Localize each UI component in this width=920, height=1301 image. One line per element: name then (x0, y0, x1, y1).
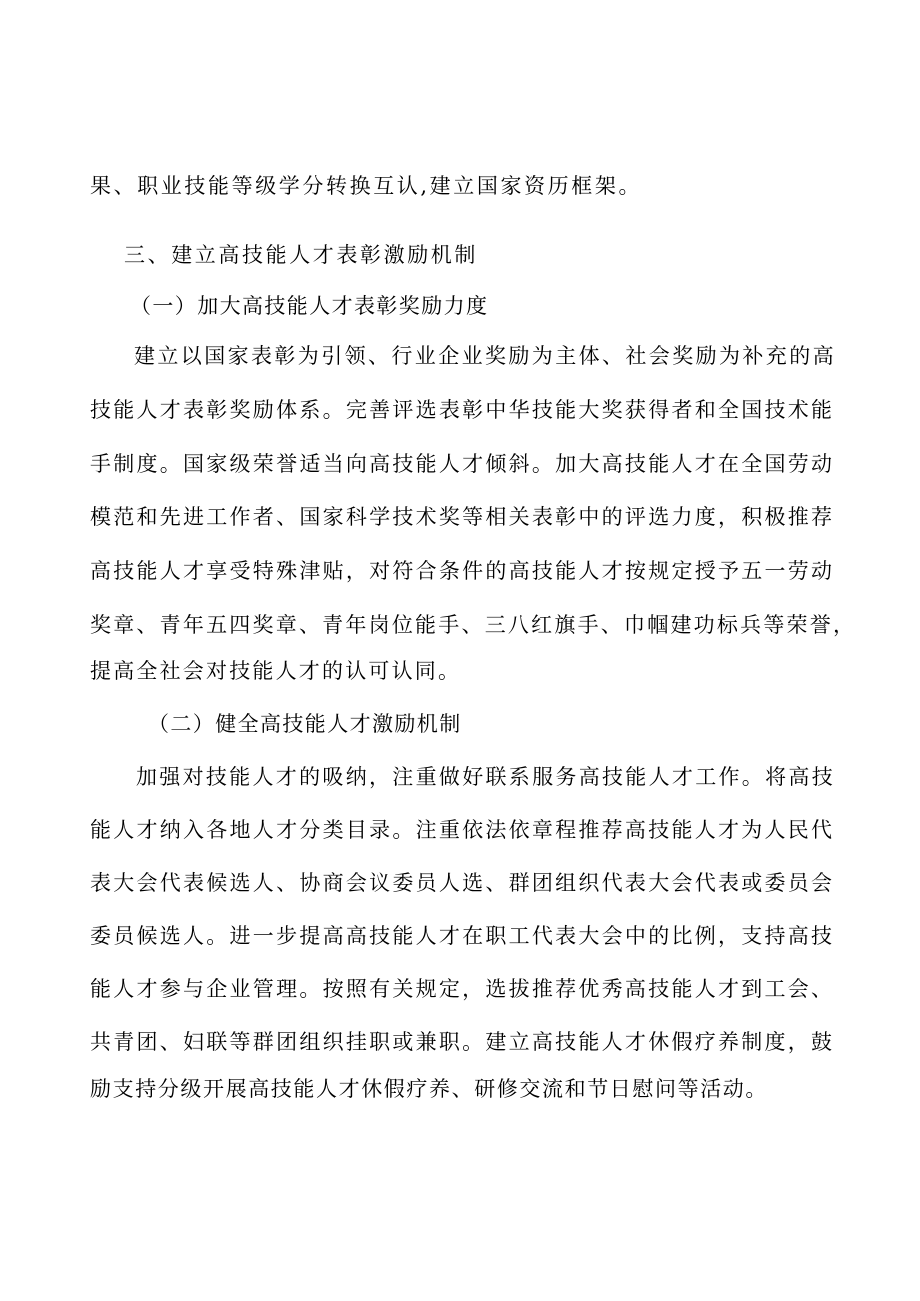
subsection-1-line-6: 奖章、青年五四奖章、青年岗位能手、三八红旗手、巾帼建功标兵等荣誉， (90, 613, 854, 637)
subsection-1-line-2: 技能人才表彰奖励体系。完善评选表彰中华技能大奖获得者和全国技术能 (90, 398, 832, 422)
subsection-2-line-3: 表大会代表候选人、协商会议委员人选、群团组织代表大会代表或委员会 (90, 871, 832, 895)
subsection-2-line-6: 共青团、妇联等群团组织挂职或兼职。建立高技能人才休假疗养制度，鼓 (90, 1030, 832, 1054)
subsection-1-line-7: 提高全社会对技能人才的认可认同。 (90, 659, 462, 683)
subsection-2-line-1: 加强对技能人才的吸纳，注重做好联系服务高技能人才工作。将高技 (136, 765, 835, 789)
subsection-1-line-4: 模范和先进工作者、国家科学技术奖等相关表彰中的评选力度，积极推荐 (90, 505, 832, 529)
subsection-2-line-4: 委员候选人。进一步提高高技能人才在职工代表大会中的比例，支持高技 (90, 924, 832, 948)
subsection-1-line-3: 手制度。国家级荣誉适当向高技能人才倾斜。加大高技能人才在全国劳动 (90, 452, 832, 476)
subsection-2-line-5: 能人才参与企业管理。按照有关规定，选拔推荐优秀高技能人才到工会、 (90, 977, 832, 1001)
subsection-1-line-5: 高技能人才享受特殊津贴，对符合条件的高技能人才按规定授予五一劳动 (90, 559, 832, 583)
subsection-2-heading: （二）健全高技能人才激励机制 (148, 712, 462, 736)
subsection-1-heading: （一）加大高技能人才表彰奖励力度 (130, 294, 489, 318)
subsection-2-line-2: 能人才纳入各地人才分类目录。注重依法依章程推荐高技能人才为人民代 (90, 818, 832, 842)
carryover-paragraph-line: 果、职业技能等级学分转换互认,建立国家资历框架。 (90, 174, 643, 198)
section-heading: 三、建立高技能人才表彰激励机制 (124, 243, 478, 267)
subsection-1-line-1: 建立以国家表彰为引领、行业企业奖励为主体、社会奖励为补充的高 (134, 344, 836, 368)
subsection-2-line-7: 励支持分级开展高技能人才休假疗养、研修交流和节日慰问等活动。 (90, 1077, 768, 1101)
